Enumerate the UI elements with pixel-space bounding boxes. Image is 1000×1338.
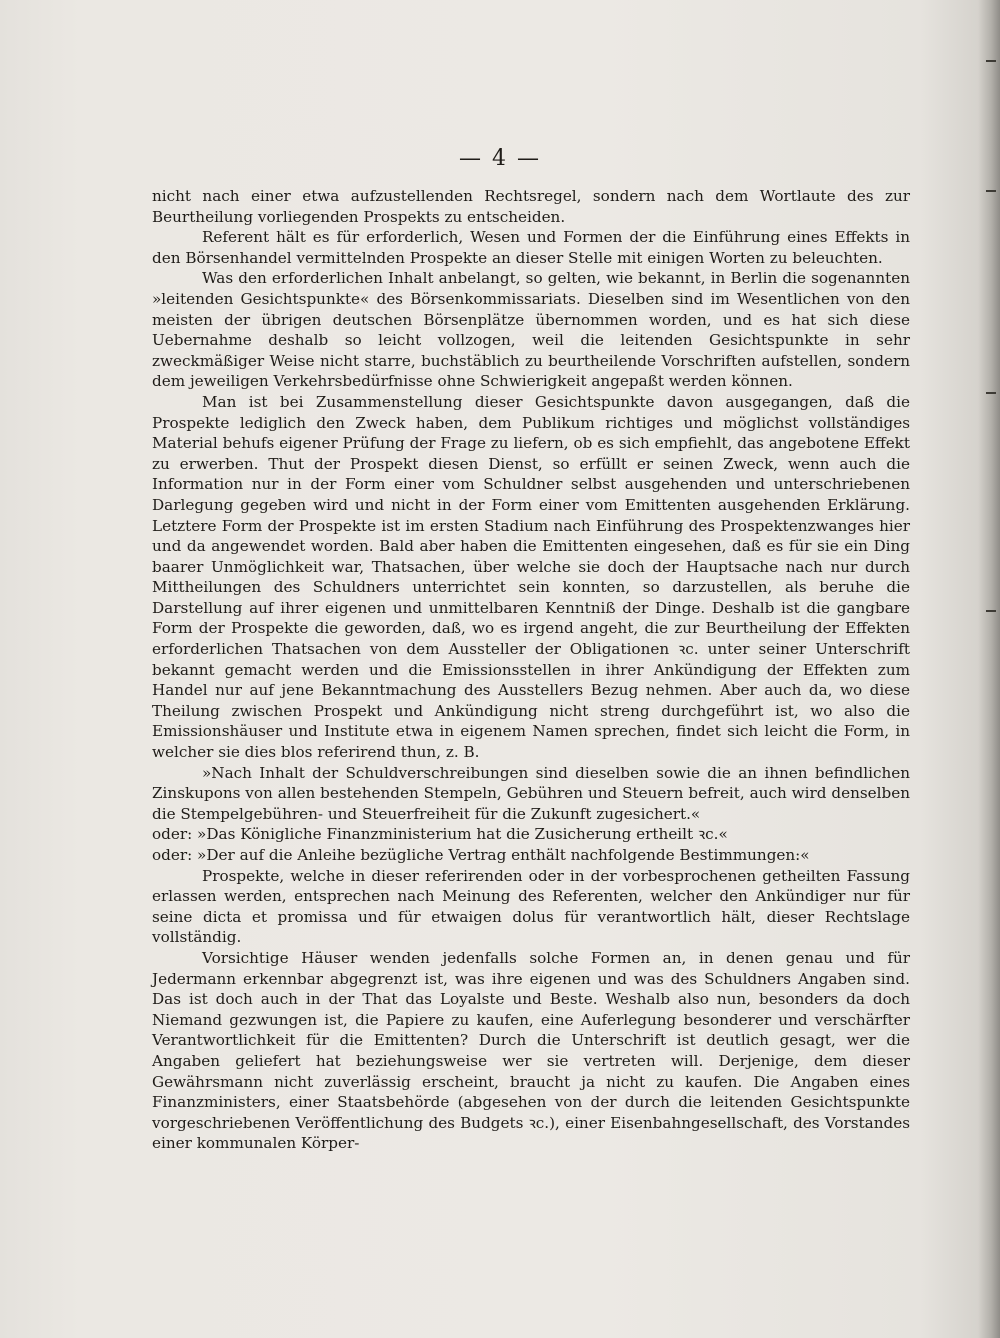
page-edge-shadow [978,0,1000,1338]
paragraph: nicht nach einer etwa aufzustellenden Rechtsregel, sondern nach dem Wortlaute des zur Beurtheilung vorliegenden Prospekts zu entscheiden. [152,187,910,226]
edge-mark [986,190,996,192]
paragraph: Was den erforderlichen Inhalt anbelangt, so gelten, wie bekannt, in Berlin die sogenannten »leitenden Gesichtspunkte« des Börsenkommissariats. Dieselben sind im Wesentlichen von den meisten der übrigen deutschen Börsenplätze übernommen worden, und es hat sich diese Uebernahme deshalb so leicht vollzogen, weil die leitenden Gesichtspunkte in sehr zweckmäßiger Weise nicht starre, buchstäblich zu beurtheilende Vorschriften aufstellen, sondern dem jeweiligen Verkehrsbedürfnisse ohne Schwierigkeit angepaßt werden können. [152,269,910,391]
page-number: — 4 — [459,146,541,171]
paragraph: Referent hält es für erforderlich, Wesen und Formen der die Einführung eines Effekts in den Börsenhandel vermittelnden Prospekte an dieser Stelle mit einigen Worten zu beleuchten. [152,228,910,267]
paragraph: Vorsichtige Häuser wenden jedenfalls solche Formen an, in denen genau und für Jedermann erkennbar abgegrenzt ist, was ihre eigenen und was des Schuldners Angaben sind. Das ist doch auch in der That das Loyalste und Beste. Weshalb also nun, besonders da doch Niemand gezwungen ist, die Papiere zu kaufen, eine Auferlegung besonderer und verschärfter Verantwortlichkeit für die Emittenten? Durch die Unterschrift ist deutlich gesagt, wer die Angaben geliefert hat beziehungsweise wer sie vertreten will. Derjenige, dem dieser Gewährsmann nicht zuverlässig erscheint, braucht ja nicht zu kaufen. Die Angaben eines Finanzministers, einer Staatsbehörde (abgesehen von der durch die leitenden Gesichtspunkte vorgeschriebenen Veröffentlichung des Budgets ꝛc.), einer Eisenbahngesellschaft, des Vorstandes einer kommunalen Körper- [152,948,910,1153]
body-text [152,186,910,1154]
quotation-alternative: oder: »Der auf die Anleihe bezügliche Vertrag enthält nachfolgende Bestimmungen:« [152,846,810,864]
quotation: »Nach Inhalt der Schuldverschreibungen sind dieselben sowie die an ihnen befindlichen Zinskupons von allen bestehenden Stempeln, Gebühren und Steuern befreit, auch wird denselben die Stempelgebühren- und Steuerfreiheit für die Zukunft zugesichert.« [152,763,910,823]
edge-mark [986,610,996,612]
quotation-alternative: oder: »Das Königliche Finanzministerium hat die Zusicherung ertheilt ꝛc.« [152,825,728,844]
edge-mark [986,60,996,62]
edge-mark [986,392,996,394]
paragraph: Man ist bei Zusammenstellung dieser Gesichtspunkte davon ausgegangen, daß die Prospekte lediglich den Zweck haben, dem Publikum richtiges und möglichst vollständiges Material behufs eigener Prüfung der Frage zu liefern, ob es sich empfiehlt, das angebotene Effekt zu erwerben. Thut der Prospekt diesen Dienst, so erfüllt er seinen Zweck, wenn auch die Information nur in der Form einer vom Schuldner selbst ausgehenden und unterschriebenen Darlegung gegeben wird und nicht in der Form einer vom Emittenten ausgehenden Erklärung. Letztere Form der Prospekte ist im ersten Stadium nach Einführung des Prospektenzwanges hier und da angewendet worden. Bald aber haben die Emittenten eingesehen, daß es für sie ein Ding baarer Unmöglichkeit war, Thatsachen, über welche sie doch der Hauptsache nach nur durch Mittheilungen des Schuldners unterrichtet sein konnten, so darzustellen, als beruhe die Darstellung auf ihrer eigenen und unmittelbaren Kenntniß der Dinge. Deshalb ist die gangbare Form der Prospekte die geworden, daß, wo es irgend angeht, die zur Beurtheilung der Effekten erforderlichen Thatsachen von dem Aussteller der Obligationen ꝛc. unter seiner Unterschrift bekannt gemacht werden und die Emissionsstellen in ihrer Ankündigung der Effekten zum Handel nur auf jene Bekanntmachung des Ausstellers Bezug nehmen. Aber auch da, wo diese Theilung zwischen Prospekt und Ankündigung nicht streng durchgeführt ist, wo also die Emissionshäuser und Institute etwa in eigenem Namen sprechen, findet sich leicht die Form, in welcher sie dies blos referirend thun, z. B. [152,392,910,762]
paragraph: Prospekte, welche in dieser referirenden oder in der vorbesprochenen getheilten Fassung erlassen werden, entsprechen nach Meinung des Referenten, welcher den Ankündiger nur für seine dicta et promissa und für etwaigen dolus für verantwortlich hält, dieser Rechtslage vollständig. [152,866,910,947]
